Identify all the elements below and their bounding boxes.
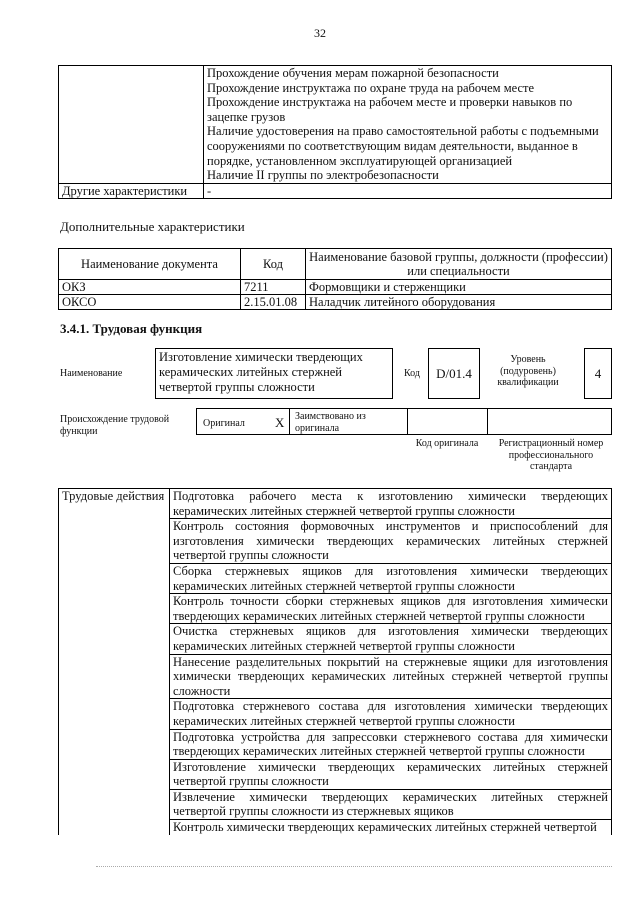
action-item: Контроль состояния формовочных инструментов и приспособлений для изготовления химически твердеющих керамических литейных стержней четвертой группы сложности bbox=[170, 519, 612, 564]
level-value-box: 4 bbox=[584, 348, 612, 399]
page-number: 32 bbox=[314, 26, 326, 40]
footer-divider bbox=[96, 866, 612, 867]
additional-heading: Дополнительные характеристики bbox=[60, 219, 245, 234]
additional-table bbox=[58, 248, 612, 310]
action-item: Подготовка стержневого состава для изготовления химически твердеющих керамических литейных стержней четвертой группы сложности bbox=[170, 699, 612, 729]
action-item: Контроль химически твердеющих керамических литейных стержней четвертой bbox=[170, 820, 612, 835]
requirements-cell bbox=[204, 66, 612, 184]
original-mark: X bbox=[275, 415, 285, 430]
function-name-box: Изготовление химически твердеющих керамических литейных стержней четвертой группы сложности bbox=[155, 348, 393, 399]
group-name-cell: Формовщики и стерженщики bbox=[306, 280, 612, 295]
header-doc-name: Наименование документа bbox=[59, 249, 241, 280]
action-item: Изготовление химически твердеющих керамических литейных стержней четвертой группы сложности bbox=[170, 759, 612, 789]
requirements-label-cell bbox=[59, 66, 204, 184]
header-code: Код bbox=[241, 249, 306, 280]
labor-function-heading: 3.4.1. Трудовая функция bbox=[60, 321, 203, 336]
divider bbox=[407, 408, 408, 435]
origin-box bbox=[196, 408, 612, 435]
requirement-item: Наличие II группы по электробезопасности bbox=[207, 168, 439, 183]
other-characteristics-value: - bbox=[204, 183, 612, 199]
name-label: Наименование bbox=[60, 368, 123, 379]
header-group-name: Наименование базовой группы, должности (профессии) или специальности bbox=[306, 249, 612, 280]
labor-actions-label: Трудовые действия bbox=[59, 489, 170, 835]
code-original-label: Код оригинала bbox=[415, 438, 479, 449]
level-label: Уровень (подуровень) квалификации bbox=[497, 354, 559, 388]
action-item: Извлечение химически твердеющих керамических литейных стержней четвертой группы сложности из стержневых ящиков bbox=[170, 789, 612, 819]
doc-name-cell: ОКСО bbox=[59, 295, 241, 310]
action-item: Очистка стержневых ящиков для изготовления химически твердеющих керамических литейных стержней четвертой группы сложности bbox=[170, 624, 612, 654]
action-item: Подготовка устройства для запрессовки стержневого состава для химически твердеющих керамических литейных стержней четвертой группы сложности bbox=[170, 729, 612, 759]
action-item: Контроль точности сборки стержневых ящиков для изготовления химически твердеющих керамических литейных стержней четвертой группы сложности bbox=[170, 594, 612, 624]
function-code-box: D/01.4 bbox=[428, 348, 480, 399]
code-label: Код bbox=[404, 368, 420, 379]
origin-label: Происхождение трудовой функции bbox=[60, 414, 170, 437]
requirement-item: Прохождение обучения мерам пожарной безопасности bbox=[207, 66, 499, 80]
requirement-item: Наличие удостоверения на право самостоятельной работы с подъемными сооружениями по соответствующим видам деятельности, выданное в порядке, установленном эксплуатирующей организацией bbox=[207, 124, 599, 168]
divider bbox=[289, 408, 290, 435]
original-label: Оригинал bbox=[203, 418, 245, 429]
action-item: Сборка стержневых ящиков для изготовления химически твердеющих керамических литейных стержней четвертой группы сложности bbox=[170, 563, 612, 593]
action-item: Подготовка рабочего места к изготовлению химически твердеющих керамических литейных стержней четвертой группы сложности bbox=[170, 489, 612, 519]
action-item: Нанесение разделительных покрытий на стержневые ящики для изготовления химически твердеющих керамических литейных стержней четвертой группы сложности bbox=[170, 654, 612, 699]
reg-number-label: Регистрационный номер профессионального стандарта bbox=[498, 438, 604, 472]
code-cell: 7211 bbox=[241, 280, 306, 295]
code-cell: 2.15.01.08 bbox=[241, 295, 306, 310]
labor-actions-table bbox=[58, 488, 612, 835]
requirements-table bbox=[58, 65, 612, 199]
divider bbox=[487, 408, 488, 435]
requirement-item: Прохождение инструктажа по охране труда на рабочем месте bbox=[207, 80, 535, 95]
borrowed-label: Заимствовано из оригинала bbox=[295, 411, 366, 434]
doc-name-cell: ОКЗ bbox=[59, 280, 241, 295]
other-characteristics-label: Другие характеристики bbox=[59, 183, 204, 199]
requirement-item: Прохождение инструктажа на рабочем месте и проверки навыков по зацепке грузов bbox=[207, 95, 573, 124]
group-name-cell: Наладчик литейного оборудования bbox=[306, 295, 612, 310]
